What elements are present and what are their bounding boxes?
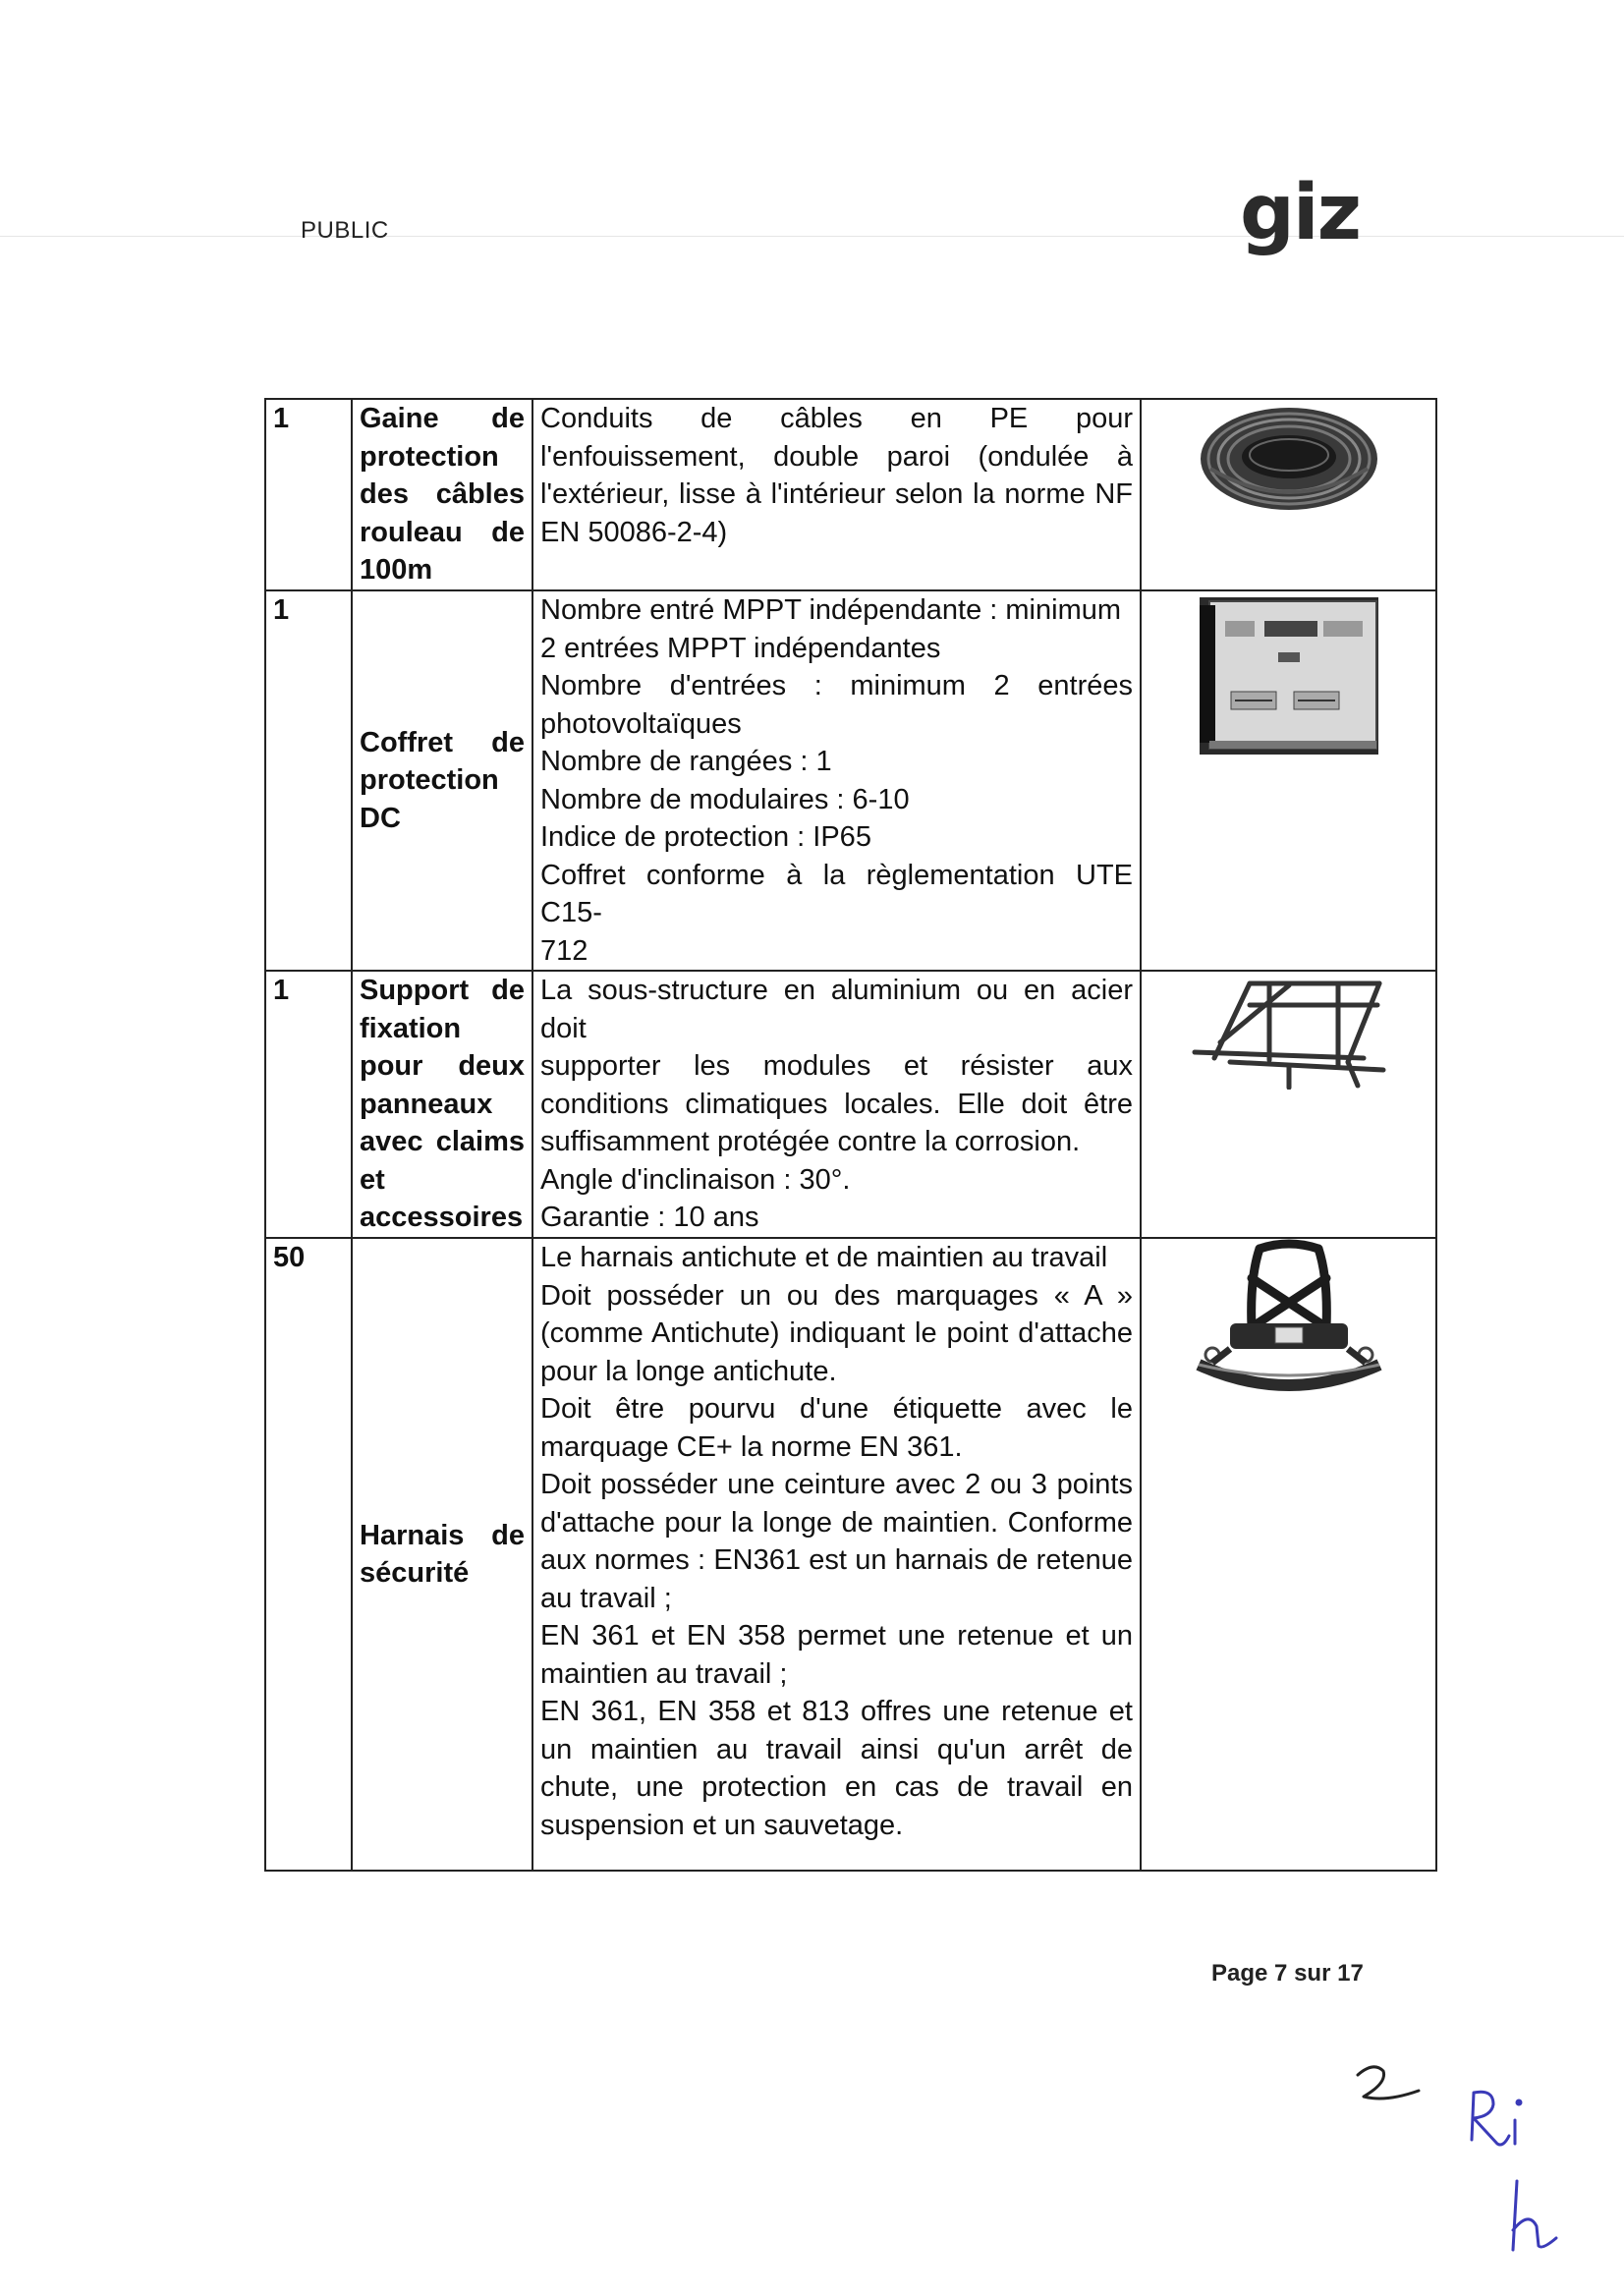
giz-logo: giz — [1240, 169, 1360, 257]
safety-harness-photo — [1191, 1239, 1387, 1406]
handwritten-marks — [1346, 2053, 1582, 2279]
table-row — [265, 971, 1436, 1238]
description-cell: Nombre entré MPPT indépendante : minimum 2 entrées MPPT indépendantes Nombre d'entrées : minimum 2 entrées photovoltaïques Nombre de rangées : 1 Nombre de modulaires : 6-10 Indice de protection : IP65 Coffret conforme à la règlementation UTE C15- 712 — [532, 590, 1141, 971]
quantity-cell: 1 — [265, 399, 352, 590]
header-rule — [0, 236, 1624, 237]
image-cell — [1141, 590, 1436, 971]
page-number: Page 7 sur 17 — [1211, 1960, 1364, 1987]
classification-label: PUBLIC — [301, 217, 389, 244]
description-cell: La sous-structure en aluminium ou en acier doit supporter les modules et résister aux conditions climatiques locales. Elle doit être suffisamment protégée contre la corrosion. Angle d'inclinaison : 30°. Garantie : 10 ans — [532, 971, 1141, 1238]
description-cell: Conduits de câbles en PE pour l'enfouissement, double paroi (ondulée à l'extérieur, lisse à l'intérieur selon la norme NF EN 50086-2-4) — [532, 399, 1141, 590]
quantity-cell: 50 — [265, 1238, 352, 1871]
item-name-cell: Coffret de protection DC — [352, 590, 532, 971]
panel-mounting-frame-photo — [1191, 972, 1387, 1090]
dc-protection-box-photo — [1196, 591, 1382, 763]
table-row — [265, 399, 1436, 590]
item-name-cell: Harnais de sécurité — [352, 1238, 532, 1871]
cable-conduit-coil-photo — [1196, 400, 1382, 518]
description-cell: Le harnais antichute et de maintien au travail Doit posséder un ou des marquages « A » (comme Antichute) indiquant le point d'attache pour la longe antichute. Doit être pourvu d'une étiquette avec le marquage CE+ la norme EN 361. Doit posséder une ceinture avec 2 ou 3 points d'attache pour la longe de maintien. Conforme aux normes : EN361 est un harnais de retenue au travail ; EN 361 et EN 358 permet une retenue et un maintien au travail ; EN 361, EN 358 et 813 offres une retenue et un maintien au travail ainsi qu'un arrêt de chute, une protection en cas de travail en suspension et un sauvetage. — [532, 1238, 1141, 1871]
image-cell — [1141, 1238, 1436, 1871]
image-cell — [1141, 971, 1436, 1238]
quantity-cell: 1 — [265, 971, 352, 1238]
specification-table — [264, 398, 1437, 1872]
item-name-cell: Gaine de protection des câbles rouleau de 100m — [352, 399, 532, 590]
item-name-cell: Support de fixation pour deux panneaux avec claims et accessoires — [352, 971, 532, 1238]
table-row — [265, 1238, 1436, 1871]
table-row — [265, 590, 1436, 971]
image-cell — [1141, 399, 1436, 590]
quantity-cell: 1 — [265, 590, 352, 971]
